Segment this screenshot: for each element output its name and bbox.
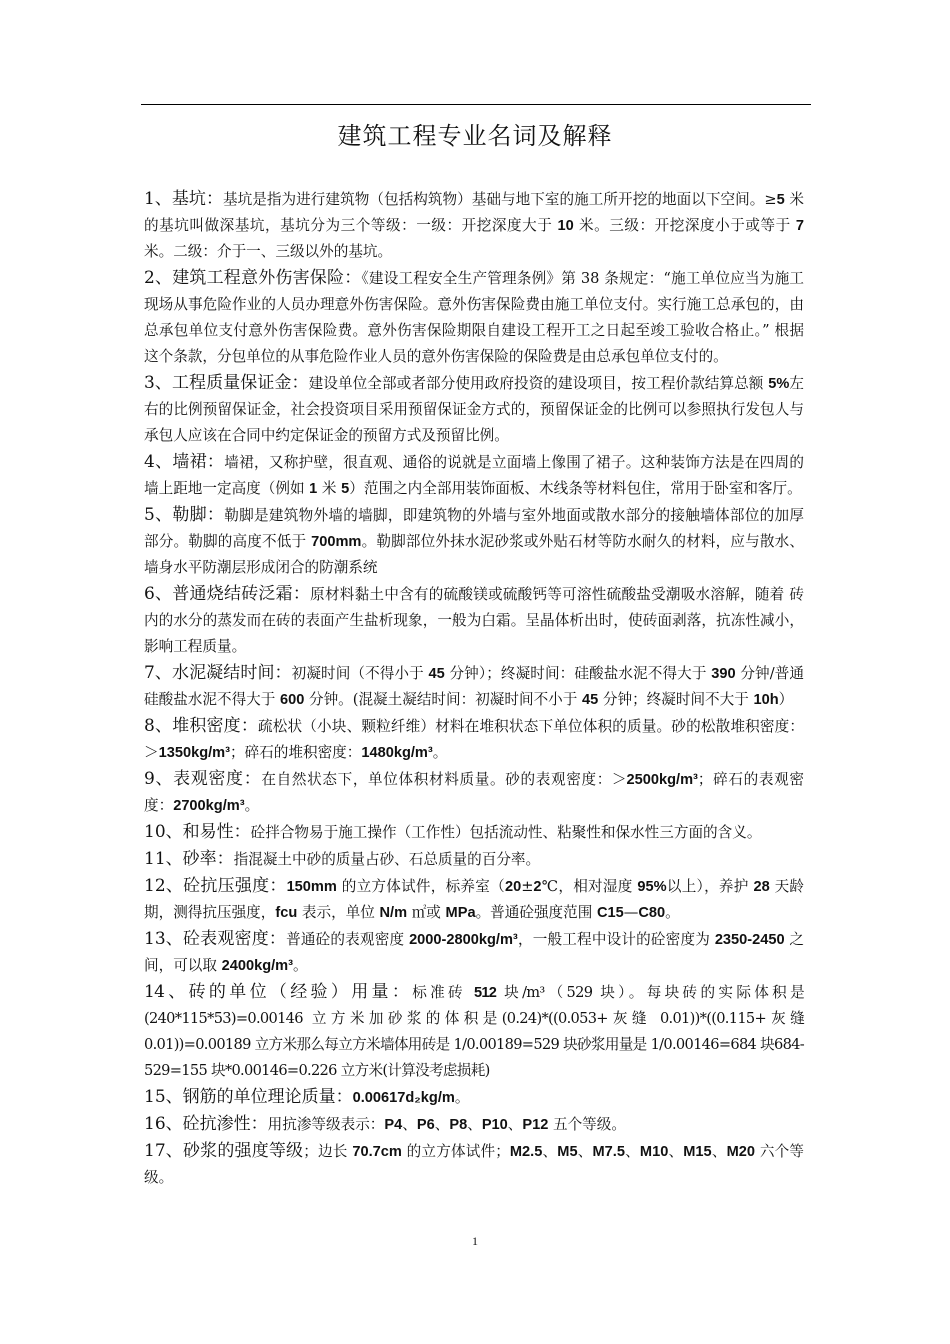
entry-term: 14、砖的单位（经验）用量： bbox=[144, 982, 413, 1002]
entry-text: 、 bbox=[577, 1143, 593, 1160]
entry-value: MPa bbox=[445, 905, 476, 921]
entry-value: 390 bbox=[711, 666, 736, 682]
entry-value: fcu bbox=[275, 905, 298, 921]
entry-text: 之间，可以取 bbox=[144, 931, 805, 974]
entry-value: 2350-2450 bbox=[714, 932, 785, 948]
entry-text: 普通砼的表观密度 bbox=[286, 931, 410, 948]
entry-text: ㎡或 bbox=[407, 904, 446, 921]
glossary-entry bbox=[144, 819, 804, 846]
entry-text: 疏松状（小块、颗粒纤维）材料在堆积状态下单位体积的质量。砂的松散堆积密度：＞ bbox=[144, 718, 804, 761]
glossary-entry bbox=[144, 766, 804, 819]
entry-text: 的立方体试件； bbox=[401, 1143, 510, 1160]
entry-term: 17、砂浆的强度等级 bbox=[144, 1141, 304, 1161]
entry-term: 10、和易性： bbox=[144, 822, 251, 842]
header-rule bbox=[141, 104, 811, 105]
glossary-entry bbox=[144, 186, 804, 265]
entry-value: 2700kg/m³ bbox=[173, 798, 245, 814]
entry-text: 砼拌合物易于施工操作（工作性）包括流动性、粘聚性和保水性三方面的含义。 bbox=[250, 824, 762, 841]
entry-value: P8 bbox=[449, 1117, 468, 1133]
page-number: 1 bbox=[472, 1234, 478, 1248]
entry-text: 、 bbox=[542, 1143, 558, 1160]
entry-text: ，一般工程中设计的砼密度为 bbox=[517, 931, 715, 948]
entry-text: ；碎石的表观密度： bbox=[144, 771, 804, 814]
glossary-entry bbox=[144, 660, 804, 713]
entry-term: 7、水泥凝结时间： bbox=[144, 663, 292, 683]
entry-text: 标准砖 bbox=[412, 984, 474, 1001]
entry-value: 28 bbox=[753, 879, 770, 895]
entry-term: 15、钢筋的单位理论质量： bbox=[144, 1087, 353, 1107]
entry-value: 1480kg/m³ bbox=[361, 745, 433, 761]
entry-value: M7.5 bbox=[592, 1144, 625, 1160]
entry-value: 45 bbox=[582, 692, 599, 708]
entry-text: 块/m³（529 块）。每块砖的实际体积是(240*115*53)=0.00146 立方米加砂浆的体积是(0.24)*((0.053+灰缝 0.01))*((0.115+灰缝 0.01))=0.00189 立方米那么每立方米墙体用砖是 1/0.00189=529 块砂浆用量是 1/0.00146=684 块684-529=155 块*0.00146=0.226 立方米(计算没考虑损耗) bbox=[144, 984, 804, 1079]
entry-value: 150mm bbox=[286, 879, 337, 895]
entry-value: 2 bbox=[533, 879, 542, 895]
entry-text: 五个等级。 bbox=[548, 1116, 626, 1133]
entry-value: 600 bbox=[279, 692, 305, 708]
entry-term: 4、墙裙： bbox=[144, 452, 225, 472]
entry-text: 表示，单位 bbox=[297, 904, 380, 921]
entry-value: M20 bbox=[726, 1144, 755, 1160]
glossary-entry bbox=[144, 581, 804, 660]
entry-value: M10 bbox=[639, 1144, 669, 1160]
entry-text: ℃，相对湿度 bbox=[541, 878, 638, 895]
entry-text: 。勒脚部位外抹水泥砂浆或外贴石材等防水耐久的材料，应与散水、墙身水平防潮层形成闭合的防潮系统 bbox=[144, 533, 804, 576]
entry-text: 勒脚是建筑物外墙的墙脚，即建筑物的外墙与室外地面或散水部分的接触墙体部位的加厚部分。勒脚的高度不低于 bbox=[144, 507, 804, 550]
entry-value: 10h bbox=[753, 692, 779, 708]
glossary-entry bbox=[144, 873, 804, 926]
glossary-entry bbox=[144, 265, 804, 370]
page-title: 建筑工程专业名词及解释 bbox=[337, 122, 613, 150]
entry-text: 以上），养护 bbox=[666, 878, 754, 895]
entry-term: 16、砼抗渗性： bbox=[144, 1114, 268, 1134]
entry-text: 天龄期，测得抗压强度， bbox=[144, 878, 805, 921]
entry-text: 左右的比例预留保证金，社会投资项目采用预留保证金方式的，预留保证金的比例可以参照执行发包人与承包人应该在合同中约定保证金的预留方式及预留比例。 bbox=[144, 375, 804, 444]
entry-text: 。 bbox=[432, 744, 448, 761]
entry-text: 基坑是指为进行建筑物（包括构筑物）基础与地下室的施工所开挖的地面以下空间。≥ bbox=[223, 191, 777, 208]
entry-value: 5% bbox=[768, 376, 790, 392]
entry-value: 70.7cm bbox=[352, 1144, 402, 1160]
entry-value: 20 bbox=[504, 879, 522, 895]
entry-text: 、 bbox=[507, 1116, 523, 1133]
entry-term: 5、勒脚： bbox=[144, 505, 225, 525]
glossary-entry bbox=[144, 502, 804, 581]
glossary-entry bbox=[144, 449, 804, 502]
glossary-entry bbox=[144, 1084, 804, 1111]
entry-value: P4 bbox=[384, 1117, 403, 1133]
entry-value: P6 bbox=[416, 1117, 435, 1133]
entry-text: ；边长 bbox=[303, 1143, 353, 1160]
entry-text: — bbox=[623, 904, 639, 921]
entry-text: 。 bbox=[454, 1089, 470, 1106]
entry-text: 的立方体试件，标养室（ bbox=[336, 878, 505, 895]
entry-term: 2、建筑工程意外伤害保险： bbox=[144, 268, 362, 288]
entry-term: 9、表观密度： bbox=[144, 769, 262, 789]
entry-text: 在自然状态下，单位体积材料质量。砂的表观密度：＞ bbox=[261, 771, 627, 788]
entry-text: 分钟/普通硅酸盐水泥不得大于 bbox=[144, 665, 804, 708]
entry-text: 六个等级。 bbox=[144, 1143, 804, 1186]
entry-text: 墙裙，又称护壁，很直观、通俗的说就是立面墙上像围了裙子。这种装饰方法是在四周的墙上距地一定高度（例如 bbox=[144, 454, 804, 497]
entry-text: 、 bbox=[467, 1116, 482, 1133]
entry-text: 、 bbox=[402, 1116, 417, 1133]
entry-value: 10 bbox=[557, 218, 574, 234]
entry-term: 8、堆积密度： bbox=[144, 716, 258, 736]
entry-value: 512 bbox=[473, 985, 497, 1001]
entry-text: 米。三级：开挖深度小于或等于 bbox=[573, 217, 796, 234]
entry-text: 用抗渗等级表示： bbox=[267, 1116, 385, 1133]
entry-text: 、 bbox=[711, 1143, 727, 1160]
entry-term: 11、砂率： bbox=[144, 849, 234, 869]
entry-text: 分钟）；终凝时间：硅酸盐水泥不得大于 bbox=[444, 665, 712, 682]
entry-text: 《建设工程安全生产管理条例》第 38 条规定：“施工单位应当为施工现场从事危险作业的人员办理意外伤害保险。意外伤害保险费由施工单位支付。实行施工总承包的，由总承包单位支付意外伤害保险费。意外伤害保险期限自建设工程开工之日起至竣工验收合格止。” 根据这个条款，分包单位的从事危险作业人员的意外伤害保险的保险费是由总承包单位支付的。 bbox=[144, 270, 804, 365]
entry-value: 1 bbox=[309, 481, 318, 497]
entry-text: 、 bbox=[624, 1143, 640, 1160]
entry-text: 。 bbox=[244, 797, 260, 814]
entry-text: 分钟；终凝时间不大于 bbox=[598, 691, 754, 708]
entry-term: 1、基坑： bbox=[144, 189, 224, 209]
entry-value: N/m bbox=[379, 905, 408, 921]
entry-text: ）范围之内全部用装饰面板、木线条等材料包住，常用于卧室和客厅。 bbox=[349, 480, 802, 497]
entry-value: 7 bbox=[795, 218, 804, 234]
entry-text: ） bbox=[778, 691, 794, 708]
entry-value: 45 bbox=[428, 666, 445, 682]
entry-text: 。 bbox=[293, 957, 308, 974]
entry-text: 分钟。(混凝土凝结时间：初凝时间不小于 bbox=[304, 691, 583, 708]
entry-term: 6、普通烧结砖泛霜： bbox=[144, 584, 311, 604]
entry-text: 米的基坑叫做深基坑，基坑分为三个等级：一级：开挖深度大于 bbox=[144, 191, 805, 234]
entry-value: 2500kg/m³ bbox=[626, 772, 698, 788]
entry-value: M5 bbox=[557, 1144, 578, 1160]
entry-text: 米 bbox=[317, 480, 342, 497]
entry-text: 米。二级：介于一、三级以外的基坑。 bbox=[144, 243, 393, 260]
entry-value: 5 bbox=[776, 192, 785, 208]
entry-text: 、 bbox=[434, 1116, 450, 1133]
entry-value: 700mm bbox=[311, 534, 362, 550]
glossary-content bbox=[144, 186, 804, 1191]
entry-text: 。普通砼强度范围 bbox=[475, 904, 597, 921]
entry-value: C15 bbox=[596, 905, 624, 921]
entry-text: 。 bbox=[665, 904, 680, 921]
glossary-entry bbox=[144, 370, 804, 449]
glossary-entry bbox=[144, 926, 804, 979]
entry-value: 2400kg/m³ bbox=[221, 958, 293, 974]
entry-value: 95% bbox=[637, 879, 667, 895]
entry-term: 12、砼抗压强度： bbox=[144, 876, 287, 896]
entry-value: 1350kg/m³ bbox=[158, 745, 230, 761]
entry-text: 初凝时间（不得小于 bbox=[291, 665, 429, 682]
entry-text: 建设单位全部或者部分使用政府投资的建设项目，按工程价款结算总额 bbox=[308, 375, 769, 392]
glossary-entry bbox=[144, 713, 804, 766]
entry-value: M15 bbox=[683, 1144, 712, 1160]
entry-text: ± bbox=[521, 878, 534, 895]
entry-text: 指混凝土中砂的质量占砂、石总质量的百分率。 bbox=[233, 851, 541, 868]
entry-term: 13、砼表观密度： bbox=[144, 929, 287, 949]
entry-value: P12 bbox=[522, 1117, 549, 1133]
entry-text: 、 bbox=[668, 1143, 684, 1160]
entry-term: 3、工程质量保证金： bbox=[144, 373, 309, 393]
entry-text: 原材料黏土中含有的硫酸镁或硫酸钙等可溶性硫酸盐受潮吸水溶解，随着 砖内的水分的蒸发而在砖的表面产生盐析现象，一般为白霜。呈晶体析出时，使砖面剥落，抗冻性减小，影响工程质量。 bbox=[144, 586, 804, 655]
entry-value: P10 bbox=[481, 1117, 508, 1133]
glossary-entry bbox=[144, 1138, 804, 1191]
entry-value: M2.5 bbox=[509, 1144, 543, 1160]
entry-value: 2000-2800kg/m³ bbox=[409, 932, 518, 948]
entry-value: 0.00617d₂kg/m bbox=[352, 1090, 455, 1106]
glossary-entry bbox=[144, 979, 804, 1084]
entry-value: 5 bbox=[341, 481, 350, 497]
entry-text: ；碎石的堆积密度： bbox=[230, 744, 362, 761]
glossary-entry bbox=[144, 846, 804, 873]
entry-value: C80 bbox=[638, 905, 666, 921]
glossary-entry bbox=[144, 1111, 804, 1138]
